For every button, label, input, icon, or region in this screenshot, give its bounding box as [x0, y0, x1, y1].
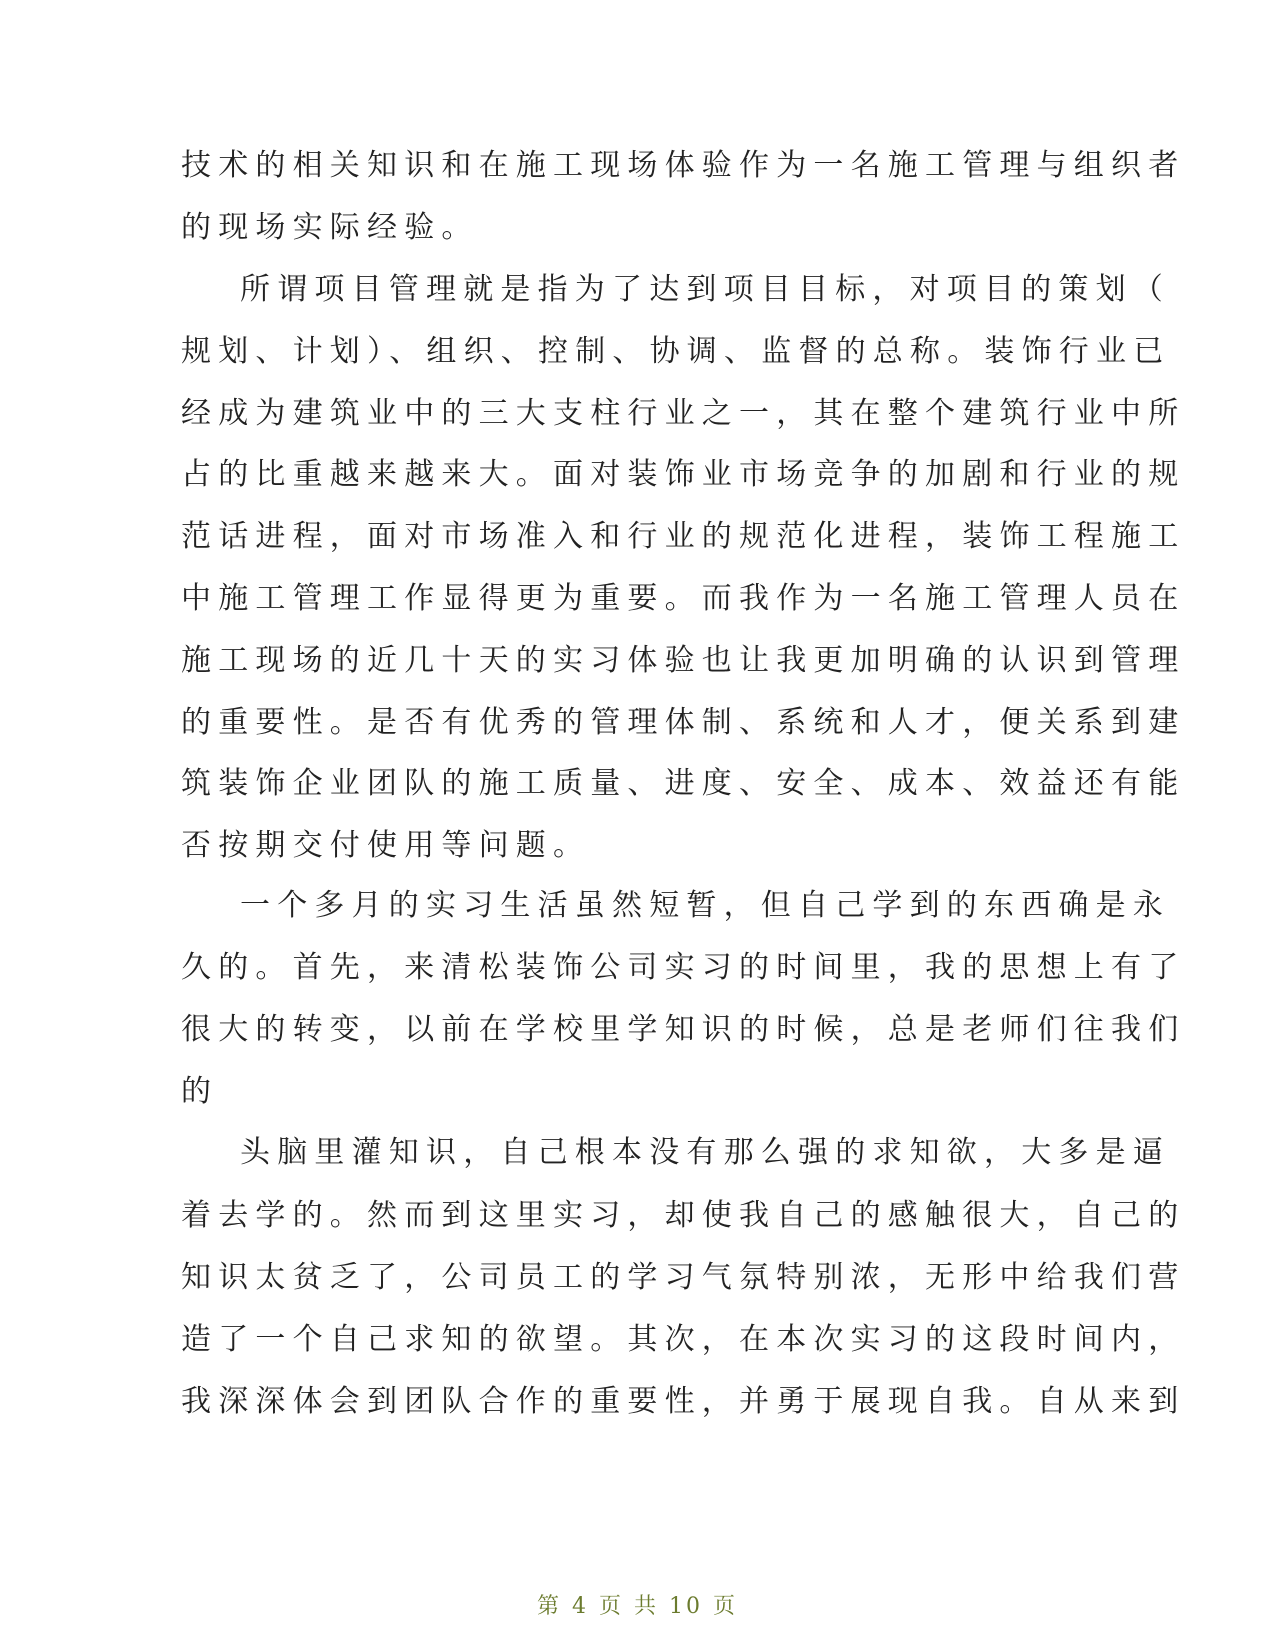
text-line: 知识太贫乏了，公司员工的学习气氛特别浓，无形中给我们营	[181, 1260, 1186, 1295]
text-line: 筑装饰企业团队的施工质量、进度、安全、成本、效益还有能	[181, 766, 1186, 801]
paragraph-first-line: 一个多月的实习生活虽然短暂，但自己学到的东西确是永	[240, 888, 1170, 923]
text-line: 的	[181, 1074, 219, 1109]
paragraph-first-line: 所谓项目管理就是指为了达到项目目标，对项目的策划（	[240, 272, 1170, 307]
text-line: 久的。首先，来清松装饰公司实习的时间里，我的思想上有了	[181, 950, 1186, 985]
text-line: 我深深体会到团队合作的重要性，并勇于展现自我。自从来到	[181, 1384, 1186, 1419]
text-line: 规划、计划）、组织、控制、协调、监督的总称。装饰行业已	[181, 334, 1171, 369]
paragraph-first-line: 头脑里灌知识，自己根本没有那么强的求知欲，大多是逼	[240, 1135, 1170, 1170]
text-line: 范话进程，面对市场准入和行业的规范化进程，装饰工程施工	[181, 519, 1186, 554]
text-line: 着去学的。然而到这里实习，却使我自己的感触很大，自己的	[181, 1198, 1186, 1233]
text-line: 的现场实际经验。	[181, 210, 479, 245]
text-line: 中施工管理工作显得更为重要。而我作为一名施工管理人员在	[181, 581, 1186, 616]
text-line: 技术的相关知识和在施工现场体验作为一名施工管理与组织者	[181, 148, 1186, 183]
text-line: 很大的转变，以前在学校里学知识的时候，总是老师们往我们	[181, 1012, 1186, 1047]
text-line: 经成为建筑业中的三大支柱行业之一，其在整个建筑行业中所	[181, 396, 1186, 431]
text-line: 否按期交付使用等问题。	[181, 828, 591, 863]
text-line: 造了一个自己求知的欲望。其次，在本次实习的这段时间内，	[181, 1322, 1186, 1357]
text-line: 施工现场的近几十天的实习体验也让我更加明确的认识到管理	[181, 643, 1186, 678]
text-line: 占的比重越来越来大。面对装饰业市场竞争的加剧和行业的规	[181, 457, 1186, 492]
text-line: 的重要性。是否有优秀的管理体制、系统和人才，便关系到建	[181, 705, 1186, 740]
page-number-footer: 第 4 页 共 10 页	[537, 1594, 738, 1619]
